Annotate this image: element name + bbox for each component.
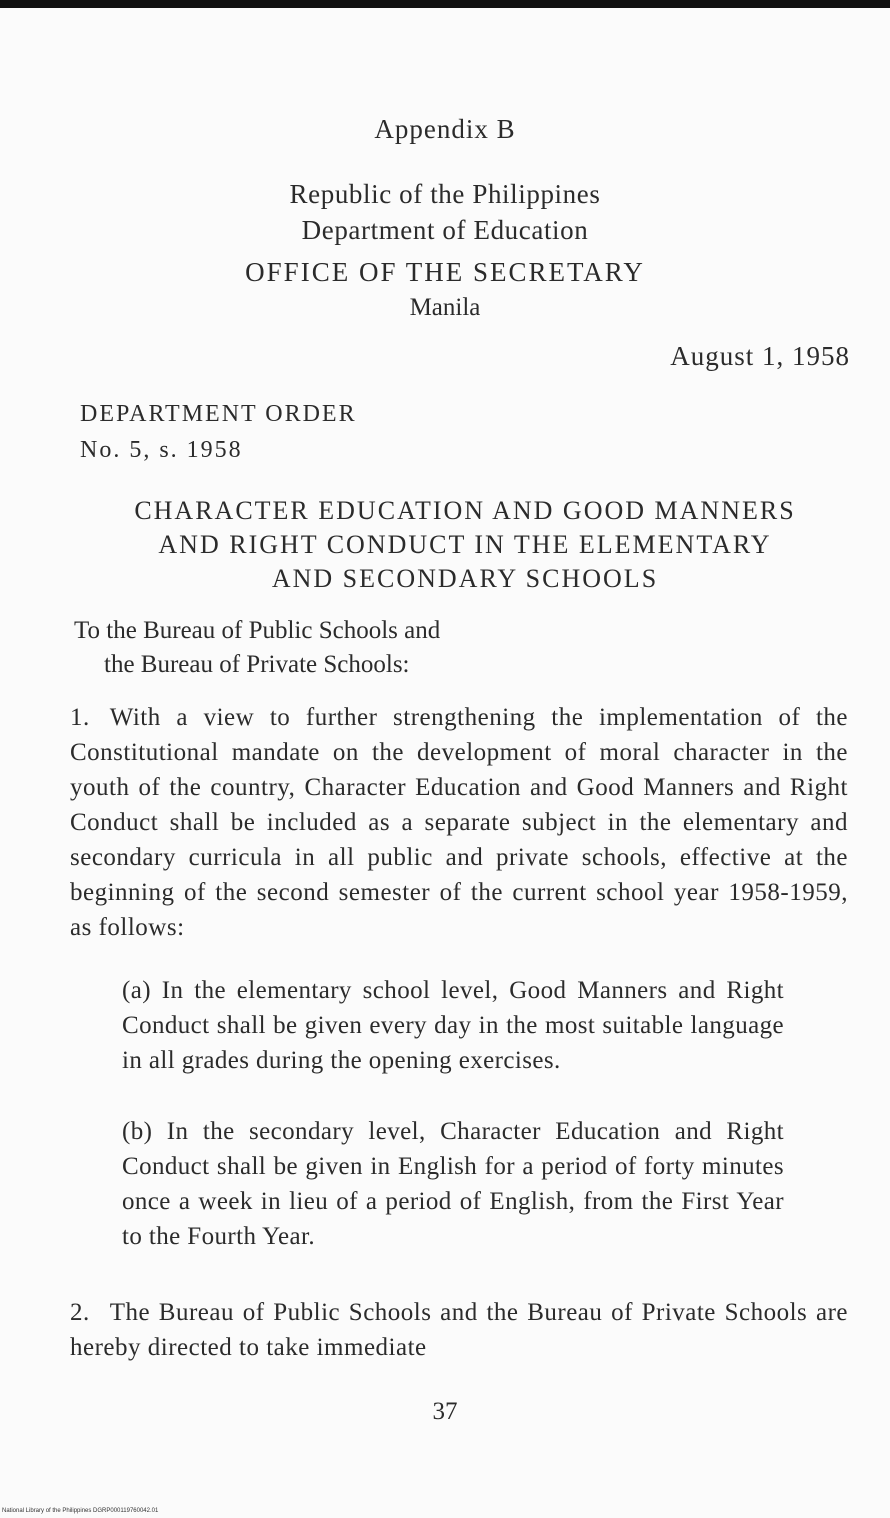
subitem-a: (a) In the elementary school level, Good Manners and Right Conduct shall be given every day in the most suitable language in all grades during the opening exercises. [122, 977, 784, 1074]
department-line: Department of Education [301, 215, 589, 245]
paragraph-2 [70, 1295, 848, 1365]
subitem-b: (b) In the secondary level, Character Education and Right Conduct shall be given in English for a period of forty minutes once a week in lieu of a period of English, from the First Year to the Fourth Year. [122, 1118, 784, 1250]
page-number: 37 [432, 1398, 458, 1425]
letterhead [0, 176, 890, 324]
order-number: No. 5, s. 1958 [80, 437, 243, 463]
addressee [74, 614, 440, 682]
department-order-block [80, 396, 357, 468]
paragraph-2-text: The Bureau of Public Schools and the Bureau of Private Schools are hereby directed to take immediate [70, 1299, 848, 1361]
title-line-1: CHARACTER EDUCATION AND GOOD MANNERS [134, 496, 796, 525]
republic-line: Republic of the Philippines [289, 179, 601, 209]
office-line: OFFICE OF THE SECRETARY [245, 257, 645, 287]
title-line-3: AND SECONDARY SCHOOLS [271, 564, 659, 593]
paragraph-1-number: 1. [70, 704, 90, 731]
paragraph-2-number: 2. [70, 1299, 90, 1326]
scan-footer: National Library of the Philippines DGRP000119760042.01 [2, 1508, 159, 1514]
city-line: Manila [409, 294, 481, 321]
order-label: DEPARTMENT ORDER [80, 401, 357, 427]
addressee-line-2: the Bureau of Private Schools: [104, 651, 410, 678]
paragraph-1 [70, 700, 848, 945]
title-line-2: AND RIGHT CONDUCT IN THE ELEMENTARY [158, 530, 772, 559]
paragraph-1-text: With a view to further strengthening the implementation of the Constitutional mandate on the development of moral character in the youth of the country, Character Education and Good Manners and Right Conduct shall be included as a separate subject in the elementary and secondary curricula in all public and private schools, effective at the beginning of the second semester of the current school year 1958-1959, as follows: [70, 704, 848, 941]
addressee-line-1: To the Bureau of Public Schools and [74, 617, 441, 644]
order-date: August 1, 1958 [670, 341, 850, 371]
appendix-label: Appendix B [374, 114, 516, 144]
scan-edge-bar [0, 0, 890, 8]
order-title [60, 494, 870, 596]
